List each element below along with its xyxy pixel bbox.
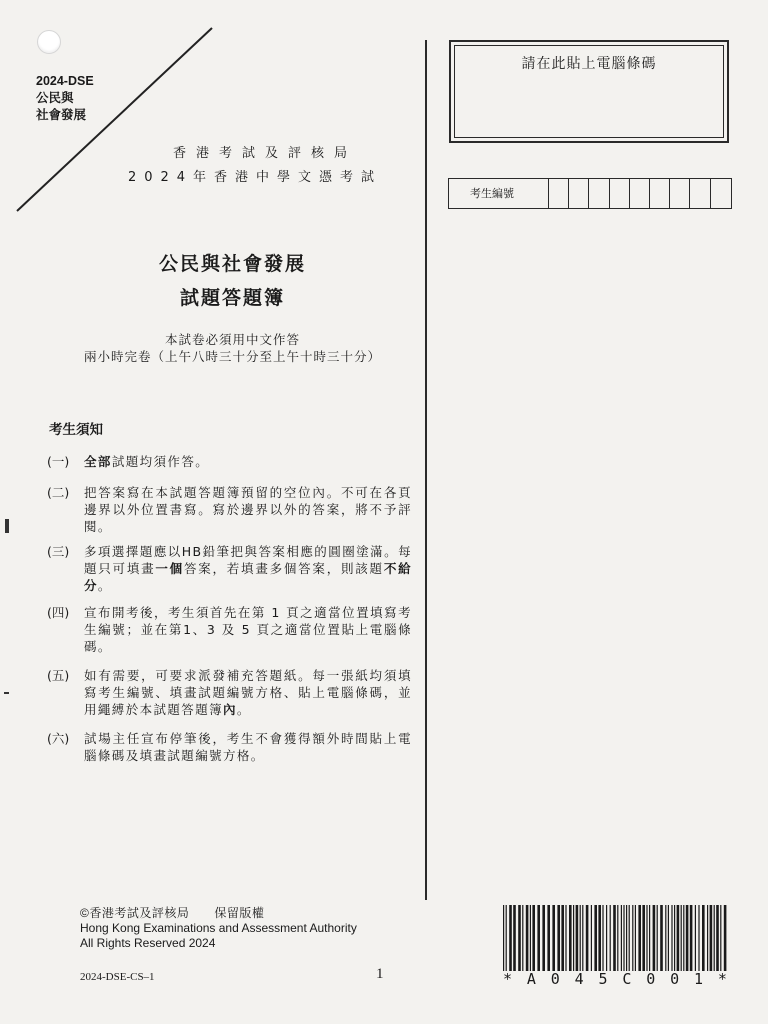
- barcode-bar: [710, 905, 713, 971]
- barcode-bar: [576, 905, 579, 971]
- barcode-bar: [530, 905, 531, 971]
- time-note: 兩小時完卷（上午八時三十分至上午十時三十分）: [83, 349, 381, 364]
- edge-mark: [5, 519, 9, 533]
- barcode-char: *: [717, 970, 727, 988]
- barcode-bar: [557, 905, 560, 971]
- candidate-number-cell[interactable]: [569, 179, 589, 208]
- instruction-item: [47, 543, 412, 594]
- barcode-bar: [537, 905, 540, 971]
- barcode-bar: [626, 905, 627, 971]
- barcode-text: [503, 970, 727, 988]
- barcode-bar: [665, 905, 666, 971]
- candidate-number-cell[interactable]: [589, 179, 609, 208]
- candidate-number-cell[interactable]: [670, 179, 690, 208]
- language-note: 本試卷必須用中文作答: [164, 332, 300, 347]
- instruction-text-part: 。: [97, 578, 112, 593]
- barcode-bar: [526, 905, 529, 971]
- barcode-bar: [503, 905, 504, 971]
- candidate-number-grid: [448, 178, 732, 209]
- barcode-bar: [668, 905, 669, 971]
- barcode-bar: [610, 905, 611, 971]
- barcode-bar: [720, 905, 721, 971]
- instruction-emphasis: 全部: [84, 454, 112, 469]
- candidate-number-cell[interactable]: [630, 179, 650, 208]
- barcode-bar: [547, 905, 550, 971]
- barcode-bar: [681, 905, 682, 971]
- barcode-bar: [677, 905, 680, 971]
- candidate-number-cell[interactable]: [549, 179, 569, 208]
- barcode-bar: [594, 905, 597, 971]
- instruction-text: [84, 667, 412, 718]
- instruction-emphasis: 內: [223, 702, 237, 717]
- barcode-bar: [598, 905, 601, 971]
- barcode-bar: [649, 905, 650, 971]
- instruction-text: 宣布開考後，考生須首先在第 1 頁之適當位置填寫考生編號；並在第1、3 及 5 頁之適當位置貼上電腦條碼。: [84, 605, 412, 654]
- barcode-char: A: [526, 970, 536, 988]
- barcode-bar: [621, 905, 622, 971]
- instruction-item: [47, 453, 412, 470]
- instruction-item: [47, 484, 412, 535]
- edge-dash: [4, 692, 9, 694]
- barcode-char: 0: [646, 970, 656, 988]
- paper-code: 2024-DSE-CS–1: [80, 971, 155, 983]
- copyright-en: All Rights Reserved 2024: [80, 936, 216, 950]
- instruction-text: 把答案寫在本試題答題簿預留的空位內。不可在各頁邊界以外位置書寫。寫於邊界以外的答案，將不予評閱。: [84, 485, 412, 534]
- barcode-bar: [573, 905, 574, 971]
- barcode-char: 0: [550, 970, 560, 988]
- instruction-number: (五): [47, 668, 70, 683]
- barcode-bar: [657, 905, 658, 971]
- exam-label-line: 2024-DSE: [36, 74, 94, 88]
- barcode-char: 5: [598, 970, 608, 988]
- barcode-char: 0: [670, 970, 680, 988]
- barcode-char: *: [503, 970, 513, 988]
- barcode-sticker-label: 請在此貼上電腦條碼: [521, 56, 657, 72]
- barcode-bar: [522, 905, 523, 971]
- instruction-emphasis: 一個: [155, 561, 184, 576]
- instruction-emphasis: 不給分: [84, 561, 412, 593]
- barcode-bar: [698, 905, 699, 971]
- barcode-bar: [513, 905, 516, 971]
- instruction-text-part: 答案，若填畫多個答案，則該題: [183, 561, 384, 576]
- barcode-bar: [542, 905, 545, 971]
- barcode-bar: [632, 905, 633, 971]
- barcode-bar: [716, 905, 719, 971]
- barcode-bar: [660, 905, 663, 971]
- barcode-bar: [591, 905, 592, 971]
- exam-label: [36, 73, 94, 124]
- barcode-bar: [580, 905, 581, 971]
- barcode-bar: [690, 905, 693, 971]
- barcode-bar: [623, 905, 624, 971]
- copyright-cn: ©香港考試及評核局 保留版權: [80, 906, 265, 920]
- barcode-bar: [653, 905, 656, 971]
- barcode-bar: [506, 905, 507, 971]
- barcode-bar: [674, 905, 675, 971]
- barcode-bar: [714, 905, 715, 971]
- instruction-text: [84, 543, 412, 594]
- instruction-text: 試場主任宣布停筆後，考生不會獲得額外時間貼上電腦條碼及填畫試題編號方格。: [84, 731, 412, 763]
- instruction-number: (三): [47, 544, 70, 559]
- barcode-char: 1: [694, 970, 704, 988]
- candidate-number-cell[interactable]: [610, 179, 630, 208]
- instruction-number: (二): [47, 485, 70, 500]
- barcode-bar: [606, 905, 607, 971]
- candidate-number-cell[interactable]: [690, 179, 710, 208]
- instruction-item: [47, 730, 412, 764]
- barcode-bar: [646, 905, 647, 971]
- candidate-number-cell[interactable]: [711, 179, 731, 208]
- barcode-bar: [695, 905, 696, 971]
- instruction-text-part: 多項選擇題應以HB鉛筆把與答案相應的圓圈塗滿。每題只可填畫: [84, 544, 412, 576]
- barcode-bar: [602, 905, 603, 971]
- barcode-char: C: [622, 970, 632, 988]
- instructions-heading: 考生須知: [49, 422, 103, 438]
- barcode-bar: [613, 905, 616, 971]
- page-number: 1: [376, 966, 384, 982]
- barcode-bar: [532, 905, 535, 971]
- barcode-bar: [561, 905, 564, 971]
- barcode-bar: [683, 905, 684, 971]
- barcode-bar: [642, 905, 645, 971]
- instruction-text-part: 試題均須作答。: [111, 454, 210, 469]
- copyright-en: Hong Kong Examinations and Assessment Authority: [80, 921, 357, 935]
- instruction-number: (六): [47, 731, 70, 746]
- barcode-bar: [638, 905, 641, 971]
- candidate-number-cell[interactable]: [650, 179, 670, 208]
- barcode-bar: [707, 905, 708, 971]
- barcode-bar: [635, 905, 636, 971]
- barcode-bar: [586, 905, 589, 971]
- authority-name: 香港考試及評核局: [172, 146, 357, 161]
- copyright-notice: [80, 906, 357, 951]
- instruction-text-part: 。: [236, 702, 251, 717]
- instruction-text-part: 如有需要，可要求派發補充答題紙。每一張紙均須填寫考生編號、填畫試題編號方格、貼上電腦條碼，並用繩縛於本試題答題簿: [84, 668, 412, 717]
- exam-label-line: 公民與: [36, 91, 74, 105]
- barcode-bar: [702, 905, 705, 971]
- instruction-item: [47, 604, 412, 655]
- candidate-number-label: 考生編號: [449, 179, 549, 208]
- barcode-bar: [686, 905, 689, 971]
- barcode-bar: [565, 905, 566, 971]
- barcode-sticker-box[interactable]: [449, 40, 729, 143]
- instruction-number: (四): [47, 605, 70, 620]
- barcode-bar: [569, 905, 572, 971]
- barcode-bar: [552, 905, 555, 971]
- barcode-bar: [509, 905, 512, 971]
- barcode-bar: [629, 905, 630, 971]
- barcode-bar: [617, 905, 618, 971]
- exam-label-line: 社會發展: [36, 108, 87, 122]
- instruction-number: (一): [47, 454, 70, 469]
- barcode-bar: [518, 905, 521, 971]
- exam-name: 2024年香港中學文憑考試: [127, 170, 383, 185]
- barcode: [503, 905, 727, 971]
- barcode-bar: [671, 905, 672, 971]
- barcode-bar: [582, 905, 583, 971]
- margin-divider: [425, 40, 427, 900]
- barcode-bar: [724, 905, 727, 971]
- booklet-title: 試題答題簿: [179, 287, 285, 309]
- instruction-item: [47, 667, 412, 718]
- subject-title: 公民與社會發展: [158, 253, 306, 275]
- barcode-char: 4: [574, 970, 584, 988]
- instruction-text: [84, 453, 412, 470]
